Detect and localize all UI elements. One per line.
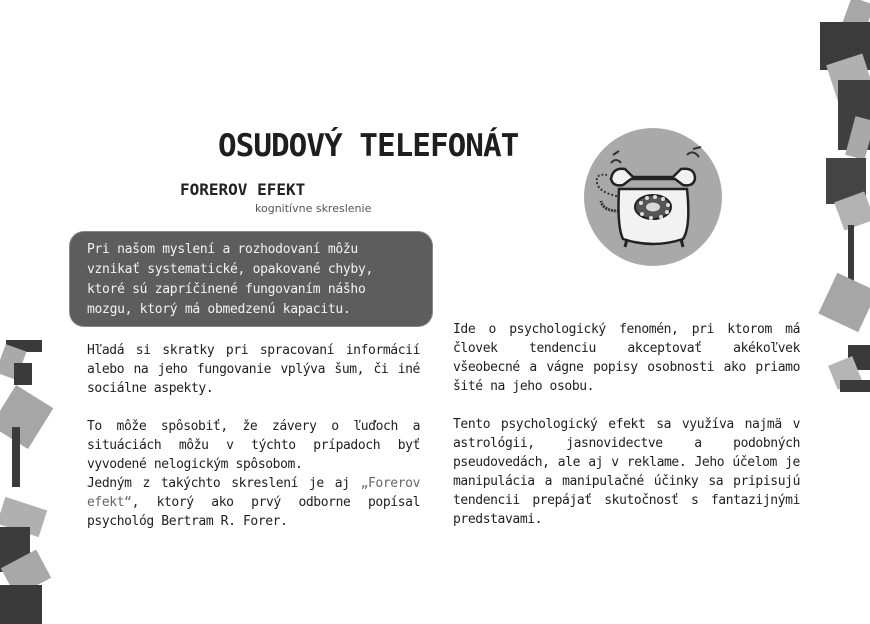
right-paragraph-1: Ide o psychologický fenomén, pri ktorom má človek tendenciu akceptovať akékoľvek všeobecné a vágne popisy osobnosti ako priamo šité na jeho osobu. [453, 322, 800, 394]
left-paragraph-3-start: Jedným z takýchto skreslení je aj [87, 476, 361, 491]
right-column [453, 320, 800, 529]
left-paragraph-2: To môže spôsobiť, že závery o ľuďoch a situáciách môžu v týchto prípadoch byť vyvodené nelogickým spôsobom. [87, 419, 420, 472]
right-edge-decoration [812, 0, 870, 400]
left-paragraph-3-end: , ktorý ako prvý odborne popísal psychológ Bertram R. Forer. [87, 495, 420, 529]
rotary-telephone-icon [583, 127, 723, 267]
left-edge-decoration [0, 335, 56, 624]
left-column [87, 341, 420, 531]
article-subtitle: FOREROV EFEKT [180, 180, 306, 199]
intro-callout [72, 234, 430, 324]
intro-callout-text: Pri našom myslení a rozhodovaní môžu vznikať systematické, opakované chyby, ktoré sú zapríčinené fungovaním nášho mozgu, ktorý má obmedzenú kapacitu. [87, 242, 374, 317]
article-tagline: kognitívne skreslenie [255, 202, 372, 215]
page-title: OSUDOVÝ TELEFONÁT [218, 128, 519, 164]
left-paragraph-3 [87, 474, 420, 531]
forer-effect-highlight: „Forerov efekt“ [87, 476, 420, 510]
right-paragraph-2: Tento psychologický efekt sa využíva najmä v astrológii, jasnovidectve a podobných pseudovedách, ale aj v reklame. Jeho účelom je manipulácia a manipulačné účinky sa pripisujú tendencii prepájať skutočnosť s fantazijnými predstavami. [453, 417, 800, 527]
left-paragraph-1: Hľadá si skratky pri spracovaní informácií alebo na jeho fungovanie vplýva šum, či iné sociálne aspekty. [87, 343, 420, 396]
